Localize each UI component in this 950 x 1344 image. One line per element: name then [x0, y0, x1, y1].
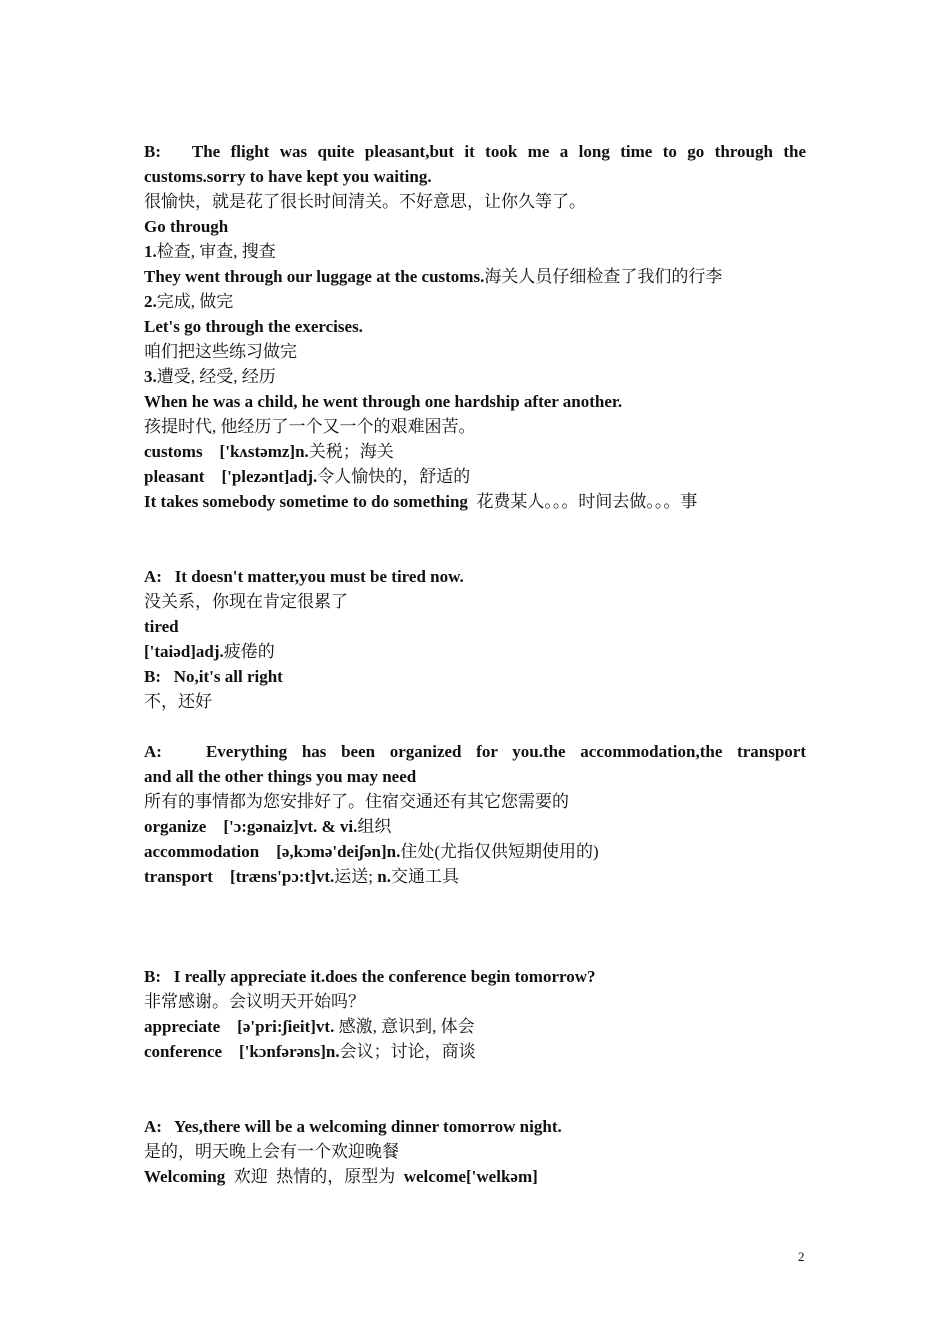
dialogue-line: B: I really appreciate it.does the conference begin tomorrow? — [144, 967, 596, 986]
vocab-word: pleasant ['plezənt]adj. — [144, 467, 318, 486]
vocab-meaning: 感激, 意识到, 体会 — [334, 1017, 475, 1036]
vocab-phonetic: ['taiəd]adj. — [144, 642, 224, 661]
dialogue-line: B: The flight was quite pleasant,but it took me a long time to go through the — [144, 142, 806, 161]
page-number: 2 — [798, 1249, 805, 1264]
dialogue-line: A: Everything has been organized for you.the accommodation,the transport — [144, 742, 806, 761]
document-page — [144, 139, 806, 1189]
vocab-meaning: 令人愉快的，舒适的 — [317, 467, 471, 486]
translation-line: 不，还好 — [144, 692, 212, 711]
vocab-word: welcome['welkəm] — [403, 1167, 538, 1186]
vocab-line — [144, 489, 806, 514]
vocab-word: conference ['kɔnfərəns]n. — [144, 1042, 340, 1061]
example-zh: 孩提时代, 他经历了一个又一个的艰难困苦。 — [144, 417, 476, 436]
vocab-line — [144, 1164, 806, 1189]
vocab-meaning: 欢迎 热情的，原型为 — [225, 1167, 404, 1186]
example-en: When he was a child, he went through one hardship after another. — [144, 392, 623, 411]
vocab-line — [144, 1014, 806, 1039]
vocab-pos: n. — [377, 867, 391, 886]
meaning-text: 完成, 做完 — [156, 292, 234, 311]
meaning-number: 3. — [144, 367, 157, 386]
dialogue-line: and all the other things you may need — [144, 767, 417, 786]
vocab-word: tired — [144, 617, 179, 636]
example-en: They went through our luggage at the customs. — [144, 267, 485, 286]
meaning-line — [144, 364, 806, 389]
dialogue-line: B: No,it's all right — [144, 667, 283, 686]
translation-line: 很愉快，就是花了很长时间清关。不好意思，让你久等了。 — [144, 192, 586, 211]
dialogue-line: A: It doesn't matter,you must be tired now. — [144, 567, 464, 586]
vocab-meaning: 花费某人。。。时间去做。。。事 — [467, 492, 698, 511]
vocab-meaning: 交通工具 — [390, 867, 459, 886]
example-en: Let's go through the exercises. — [144, 317, 363, 336]
vocab-line — [144, 864, 806, 889]
phrase-heading: Go through — [144, 217, 229, 236]
vocab-word: It takes somebody sometime to do something — [144, 492, 468, 511]
vocab-meaning: 会议；讨论，商谈 — [339, 1042, 476, 1061]
meaning-text: 遭受, 经受, 经历 — [156, 367, 276, 386]
vocab-meaning: 组织 — [357, 817, 392, 836]
translation-line: 是的，明天晚上会有一个欢迎晚餐 — [144, 1142, 399, 1161]
example-zh: 咱们把这些练习做完 — [144, 342, 297, 361]
vocab-line — [144, 814, 806, 839]
meaning-text: 检查, 审查, 搜查 — [156, 242, 276, 261]
vocab-word: customs ['kʌstəmz]n. — [144, 442, 309, 461]
meaning-line — [144, 239, 806, 264]
meaning-number: 2. — [144, 292, 157, 311]
example-zh: 海关人员仔细检查了我们的行李 — [484, 267, 723, 286]
meaning-line — [144, 289, 806, 314]
vocab-line — [144, 464, 806, 489]
vocab-word: appreciate [ə'pri:ʃieit]vt. — [144, 1017, 335, 1036]
vocab-meaning: 关税；海关 — [308, 442, 394, 461]
vocab-word: Welcoming — [144, 1167, 226, 1186]
vocab-word: transport [træns'pɔ:t]vt. — [144, 867, 335, 886]
vocab-meaning: 住处(尤指仅供短期使用的) — [400, 842, 599, 861]
meaning-number: 1. — [144, 242, 157, 261]
dialogue-line: customs.sorry to have kept you waiting. — [144, 167, 432, 186]
vocab-word: organize ['ɔ:gənaiz]vt. & vi. — [144, 817, 358, 836]
translation-line: 没关系，你现在肯定很累了 — [144, 592, 348, 611]
vocab-line — [144, 639, 806, 664]
vocab-line — [144, 1039, 806, 1064]
dialogue-line: A: Yes,there will be a welcoming dinner tomorrow night. — [144, 1117, 562, 1136]
vocab-word: accommodation [ə,kɔmə'deiʃən]n. — [144, 842, 401, 861]
translation-line: 非常感谢。会议明天开始吗？ — [144, 992, 365, 1011]
translation-line: 所有的事情都为您安排好了。住宿交通还有其它您需要的 — [144, 792, 569, 811]
example-line — [144, 264, 806, 289]
vocab-meaning: 运送; — [334, 867, 378, 886]
vocab-meaning: 疲倦的 — [223, 642, 275, 661]
vocab-line — [144, 839, 806, 864]
vocab-line — [144, 439, 806, 464]
